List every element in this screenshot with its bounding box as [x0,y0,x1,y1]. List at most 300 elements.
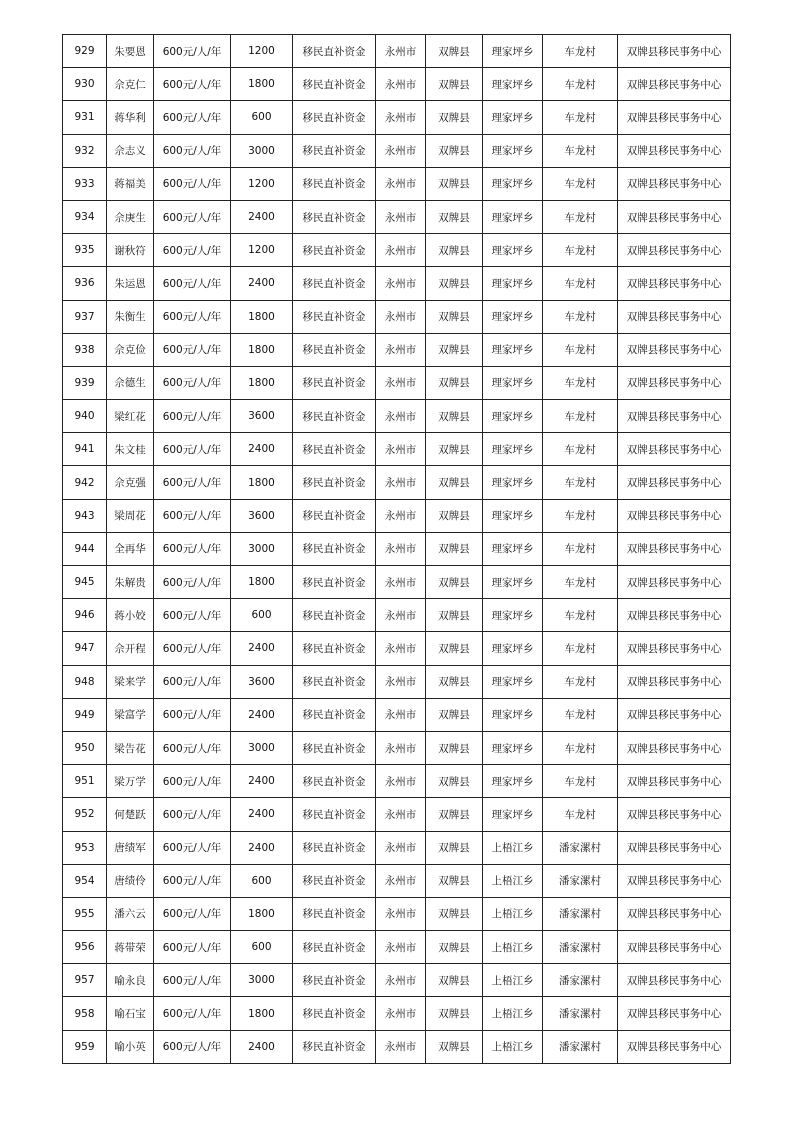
cell-standard: 600元/人/年 [154,931,231,964]
cell-county: 双牌县 [426,698,483,731]
cell-standard: 600元/人/年 [154,433,231,466]
cell-serial-number: 943 [63,499,107,532]
cell-name: 朱衡生 [107,300,154,333]
cell-amount: 1800 [231,366,293,399]
cell-standard: 600元/人/年 [154,267,231,300]
table-row [63,532,731,565]
table-row [63,698,731,731]
cell-standard: 600元/人/年 [154,632,231,665]
table-row [63,466,731,499]
cell-standard: 600元/人/年 [154,400,231,433]
cell-amount: 600 [231,599,293,632]
cell-fund-type: 移民直补资金 [293,599,376,632]
cell-name: 朱解贵 [107,566,154,599]
table-row [63,731,731,764]
cell-city: 永州市 [376,433,426,466]
cell-township: 理家坪乡 [483,300,543,333]
cell-city: 永州市 [376,167,426,200]
cell-village: 车龙村 [543,532,618,565]
cell-fund-type: 移民直补资金 [293,798,376,831]
cell-agency: 双牌县移民事务中心 [618,931,731,964]
cell-township: 上梧江乡 [483,897,543,930]
cell-village: 潘家漯村 [543,931,618,964]
cell-name: 喻小英 [107,1030,154,1063]
table-row [63,234,731,267]
cell-township: 上梧江乡 [483,831,543,864]
cell-village: 潘家漯村 [543,864,618,897]
cell-fund-type: 移民直补资金 [293,997,376,1030]
table-row [63,366,731,399]
cell-village: 车龙村 [543,599,618,632]
cell-fund-type: 移民直补资金 [293,632,376,665]
cell-agency: 双牌县移民事务中心 [618,35,731,68]
cell-county: 双牌县 [426,864,483,897]
cell-standard: 600元/人/年 [154,101,231,134]
cell-name: 蒋福美 [107,167,154,200]
cell-standard: 600元/人/年 [154,333,231,366]
cell-city: 永州市 [376,931,426,964]
cell-name: 佘克强 [107,466,154,499]
cell-standard: 600元/人/年 [154,200,231,233]
cell-city: 永州市 [376,665,426,698]
table-row [63,1030,731,1063]
cell-county: 双牌县 [426,35,483,68]
cell-fund-type: 移民直补资金 [293,864,376,897]
cell-fund-type: 移民直补资金 [293,400,376,433]
cell-name: 佘开程 [107,632,154,665]
cell-fund-type: 移民直补资金 [293,267,376,300]
cell-village: 车龙村 [543,566,618,599]
cell-city: 永州市 [376,267,426,300]
cell-county: 双牌县 [426,300,483,333]
cell-township: 理家坪乡 [483,632,543,665]
cell-amount: 1800 [231,68,293,101]
cell-agency: 双牌县移民事务中心 [618,964,731,997]
cell-name: 梁红花 [107,400,154,433]
cell-standard: 600元/人/年 [154,997,231,1030]
cell-amount: 2400 [231,698,293,731]
cell-fund-type: 移民直补资金 [293,897,376,930]
cell-city: 永州市 [376,200,426,233]
cell-agency: 双牌县移民事务中心 [618,665,731,698]
cell-name: 蒋小姣 [107,599,154,632]
cell-agency: 双牌县移民事务中心 [618,267,731,300]
cell-county: 双牌县 [426,997,483,1030]
cell-fund-type: 移民直补资金 [293,68,376,101]
cell-agency: 双牌县移民事务中心 [618,698,731,731]
cell-agency: 双牌县移民事务中心 [618,997,731,1030]
cell-serial-number: 942 [63,466,107,499]
cell-agency: 双牌县移民事务中心 [618,566,731,599]
cell-county: 双牌县 [426,267,483,300]
cell-amount: 3000 [231,731,293,764]
cell-amount: 3600 [231,400,293,433]
cell-amount: 600 [231,864,293,897]
cell-serial-number: 940 [63,400,107,433]
cell-county: 双牌县 [426,566,483,599]
cell-city: 永州市 [376,466,426,499]
cell-county: 双牌县 [426,101,483,134]
cell-standard: 600元/人/年 [154,167,231,200]
cell-serial-number: 957 [63,964,107,997]
table-row [63,35,731,68]
cell-agency: 双牌县移民事务中心 [618,433,731,466]
cell-county: 双牌县 [426,897,483,930]
cell-standard: 600元/人/年 [154,964,231,997]
cell-township: 上梧江乡 [483,1030,543,1063]
cell-standard: 600元/人/年 [154,234,231,267]
cell-agency: 双牌县移民事务中心 [618,134,731,167]
table-row [63,897,731,930]
table-row [63,665,731,698]
cell-standard: 600元/人/年 [154,864,231,897]
cell-village: 潘家漯村 [543,964,618,997]
cell-township: 理家坪乡 [483,200,543,233]
cell-serial-number: 935 [63,234,107,267]
cell-county: 双牌县 [426,167,483,200]
cell-name: 谢秋符 [107,234,154,267]
subsidy-table [62,34,731,1064]
cell-standard: 600元/人/年 [154,1030,231,1063]
cell-fund-type: 移民直补资金 [293,1030,376,1063]
cell-agency: 双牌县移民事务中心 [618,167,731,200]
cell-amount: 600 [231,101,293,134]
cell-fund-type: 移民直补资金 [293,466,376,499]
cell-county: 双牌县 [426,798,483,831]
cell-village: 车龙村 [543,68,618,101]
cell-amount: 1800 [231,997,293,1030]
cell-agency: 双牌县移民事务中心 [618,68,731,101]
cell-standard: 600元/人/年 [154,35,231,68]
cell-serial-number: 932 [63,134,107,167]
cell-fund-type: 移民直补资金 [293,698,376,731]
cell-agency: 双牌县移民事务中心 [618,200,731,233]
cell-name: 梁告花 [107,731,154,764]
cell-amount: 1200 [231,35,293,68]
cell-fund-type: 移民直补资金 [293,300,376,333]
cell-county: 双牌县 [426,68,483,101]
cell-city: 永州市 [376,864,426,897]
cell-agency: 双牌县移民事务中心 [618,798,731,831]
cell-city: 永州市 [376,532,426,565]
cell-name: 梁周花 [107,499,154,532]
table-row [63,333,731,366]
cell-city: 永州市 [376,566,426,599]
cell-city: 永州市 [376,698,426,731]
cell-serial-number: 946 [63,599,107,632]
cell-name: 佘德生 [107,366,154,399]
cell-county: 双牌县 [426,1030,483,1063]
cell-village: 车龙村 [543,300,618,333]
cell-agency: 双牌县移民事务中心 [618,101,731,134]
cell-township: 理家坪乡 [483,366,543,399]
cell-fund-type: 移民直补资金 [293,499,376,532]
cell-standard: 600元/人/年 [154,599,231,632]
table-row [63,997,731,1030]
cell-agency: 双牌县移民事务中心 [618,831,731,864]
cell-county: 双牌县 [426,632,483,665]
table-body [63,35,731,1064]
cell-amount: 3000 [231,964,293,997]
cell-city: 永州市 [376,333,426,366]
cell-amount: 1800 [231,300,293,333]
table-row [63,864,731,897]
cell-township: 理家坪乡 [483,234,543,267]
cell-amount: 1200 [231,167,293,200]
cell-agency: 双牌县移民事务中心 [618,333,731,366]
cell-township: 上梧江乡 [483,964,543,997]
cell-standard: 600元/人/年 [154,532,231,565]
cell-city: 永州市 [376,68,426,101]
cell-village: 车龙村 [543,798,618,831]
table-row [63,964,731,997]
cell-serial-number: 934 [63,200,107,233]
table-row [63,931,731,964]
cell-city: 永州市 [376,400,426,433]
cell-city: 永州市 [376,499,426,532]
cell-name: 佘克俭 [107,333,154,366]
table-row [63,566,731,599]
cell-amount: 1800 [231,466,293,499]
cell-name: 梁来学 [107,665,154,698]
table-row [63,765,731,798]
cell-city: 永州市 [376,632,426,665]
cell-fund-type: 移民直补资金 [293,101,376,134]
cell-village: 车龙村 [543,665,618,698]
cell-fund-type: 移民直补资金 [293,765,376,798]
cell-amount: 2400 [231,831,293,864]
cell-standard: 600元/人/年 [154,731,231,764]
cell-county: 双牌县 [426,931,483,964]
cell-standard: 600元/人/年 [154,300,231,333]
cell-standard: 600元/人/年 [154,68,231,101]
cell-city: 永州市 [376,798,426,831]
cell-agency: 双牌县移民事务中心 [618,466,731,499]
cell-name: 朱运恩 [107,267,154,300]
cell-township: 理家坪乡 [483,599,543,632]
cell-city: 永州市 [376,101,426,134]
cell-standard: 600元/人/年 [154,798,231,831]
cell-county: 双牌县 [426,731,483,764]
cell-standard: 600元/人/年 [154,665,231,698]
cell-fund-type: 移民直补资金 [293,433,376,466]
cell-serial-number: 951 [63,765,107,798]
cell-village: 车龙村 [543,433,618,466]
cell-standard: 600元/人/年 [154,499,231,532]
cell-village: 车龙村 [543,499,618,532]
cell-name: 何楚跃 [107,798,154,831]
cell-township: 理家坪乡 [483,35,543,68]
cell-township: 理家坪乡 [483,68,543,101]
cell-serial-number: 941 [63,433,107,466]
cell-fund-type: 移民直补资金 [293,234,376,267]
cell-agency: 双牌县移民事务中心 [618,499,731,532]
cell-county: 双牌县 [426,200,483,233]
table-row [63,599,731,632]
cell-serial-number: 937 [63,300,107,333]
cell-standard: 600元/人/年 [154,831,231,864]
cell-standard: 600元/人/年 [154,366,231,399]
cell-village: 车龙村 [543,267,618,300]
cell-fund-type: 移民直补资金 [293,931,376,964]
cell-county: 双牌县 [426,964,483,997]
cell-amount: 3000 [231,134,293,167]
table-row [63,798,731,831]
cell-serial-number: 953 [63,831,107,864]
cell-name: 唐绩伶 [107,864,154,897]
cell-fund-type: 移民直补资金 [293,566,376,599]
cell-agency: 双牌县移民事务中心 [618,864,731,897]
cell-county: 双牌县 [426,532,483,565]
cell-village: 车龙村 [543,333,618,366]
cell-amount: 3000 [231,532,293,565]
cell-serial-number: 956 [63,931,107,964]
cell-fund-type: 移民直补资金 [293,964,376,997]
cell-name: 喻永良 [107,964,154,997]
cell-serial-number: 952 [63,798,107,831]
cell-township: 理家坪乡 [483,167,543,200]
cell-township: 理家坪乡 [483,566,543,599]
cell-township: 理家坪乡 [483,798,543,831]
table-row [63,499,731,532]
cell-township: 理家坪乡 [483,698,543,731]
cell-name: 佘庚生 [107,200,154,233]
table-row [63,632,731,665]
cell-agency: 双牌县移民事务中心 [618,1030,731,1063]
cell-fund-type: 移民直补资金 [293,366,376,399]
cell-city: 永州市 [376,366,426,399]
cell-county: 双牌县 [426,831,483,864]
cell-city: 永州市 [376,831,426,864]
cell-county: 双牌县 [426,366,483,399]
cell-agency: 双牌县移民事务中心 [618,599,731,632]
cell-fund-type: 移民直补资金 [293,665,376,698]
cell-name: 蒋带荣 [107,931,154,964]
cell-agency: 双牌县移民事务中心 [618,765,731,798]
cell-amount: 1800 [231,333,293,366]
cell-village: 车龙村 [543,731,618,764]
cell-name: 佘克仁 [107,68,154,101]
table-row [63,831,731,864]
cell-serial-number: 954 [63,864,107,897]
cell-amount: 2400 [231,765,293,798]
cell-serial-number: 944 [63,532,107,565]
cell-township: 上梧江乡 [483,931,543,964]
cell-amount: 2400 [231,267,293,300]
cell-name: 唐绩军 [107,831,154,864]
cell-county: 双牌县 [426,466,483,499]
cell-amount: 600 [231,931,293,964]
table-row [63,267,731,300]
cell-amount: 2400 [231,798,293,831]
cell-village: 车龙村 [543,35,618,68]
table-row [63,300,731,333]
cell-serial-number: 931 [63,101,107,134]
cell-serial-number: 929 [63,35,107,68]
cell-fund-type: 移民直补资金 [293,532,376,565]
cell-county: 双牌县 [426,499,483,532]
cell-township: 上梧江乡 [483,997,543,1030]
cell-city: 永州市 [376,897,426,930]
cell-township: 理家坪乡 [483,499,543,532]
cell-township: 理家坪乡 [483,532,543,565]
cell-standard: 600元/人/年 [154,466,231,499]
cell-village: 车龙村 [543,167,618,200]
cell-city: 永州市 [376,599,426,632]
cell-township: 理家坪乡 [483,400,543,433]
cell-village: 潘家漯村 [543,1030,618,1063]
cell-standard: 600元/人/年 [154,134,231,167]
cell-name: 喻石宝 [107,997,154,1030]
cell-amount: 2400 [231,200,293,233]
cell-serial-number: 939 [63,366,107,399]
cell-serial-number: 959 [63,1030,107,1063]
cell-name: 潘六云 [107,897,154,930]
cell-amount: 2400 [231,632,293,665]
cell-township: 理家坪乡 [483,134,543,167]
cell-city: 永州市 [376,234,426,267]
cell-serial-number: 950 [63,731,107,764]
cell-village: 车龙村 [543,632,618,665]
cell-city: 永州市 [376,731,426,764]
table-row [63,101,731,134]
cell-agency: 双牌县移民事务中心 [618,731,731,764]
cell-township: 理家坪乡 [483,466,543,499]
cell-township: 理家坪乡 [483,765,543,798]
table-row [63,433,731,466]
table-row [63,167,731,200]
cell-county: 双牌县 [426,599,483,632]
cell-village: 车龙村 [543,234,618,267]
cell-county: 双牌县 [426,765,483,798]
cell-township: 理家坪乡 [483,433,543,466]
cell-township: 上梧江乡 [483,864,543,897]
cell-village: 车龙村 [543,466,618,499]
cell-serial-number: 955 [63,897,107,930]
cell-fund-type: 移民直补资金 [293,200,376,233]
cell-village: 潘家漯村 [543,897,618,930]
cell-agency: 双牌县移民事务中心 [618,897,731,930]
cell-agency: 双牌县移民事务中心 [618,234,731,267]
cell-serial-number: 938 [63,333,107,366]
cell-agency: 双牌县移民事务中心 [618,300,731,333]
cell-village: 车龙村 [543,698,618,731]
cell-city: 永州市 [376,134,426,167]
cell-village: 车龙村 [543,400,618,433]
cell-serial-number: 930 [63,68,107,101]
table-row [63,134,731,167]
cell-county: 双牌县 [426,400,483,433]
cell-village: 车龙村 [543,366,618,399]
cell-township: 理家坪乡 [483,665,543,698]
cell-village: 车龙村 [543,765,618,798]
cell-amount: 2400 [231,1030,293,1063]
cell-serial-number: 958 [63,997,107,1030]
cell-name: 梁万学 [107,765,154,798]
cell-city: 永州市 [376,35,426,68]
cell-name: 朱文桂 [107,433,154,466]
cell-amount: 2400 [231,433,293,466]
cell-name: 朱要恩 [107,35,154,68]
cell-village: 车龙村 [543,200,618,233]
cell-serial-number: 947 [63,632,107,665]
cell-name: 梁富学 [107,698,154,731]
cell-name: 蒋华利 [107,101,154,134]
cell-village: 车龙村 [543,134,618,167]
cell-amount: 3600 [231,499,293,532]
cell-township: 理家坪乡 [483,333,543,366]
cell-serial-number: 949 [63,698,107,731]
